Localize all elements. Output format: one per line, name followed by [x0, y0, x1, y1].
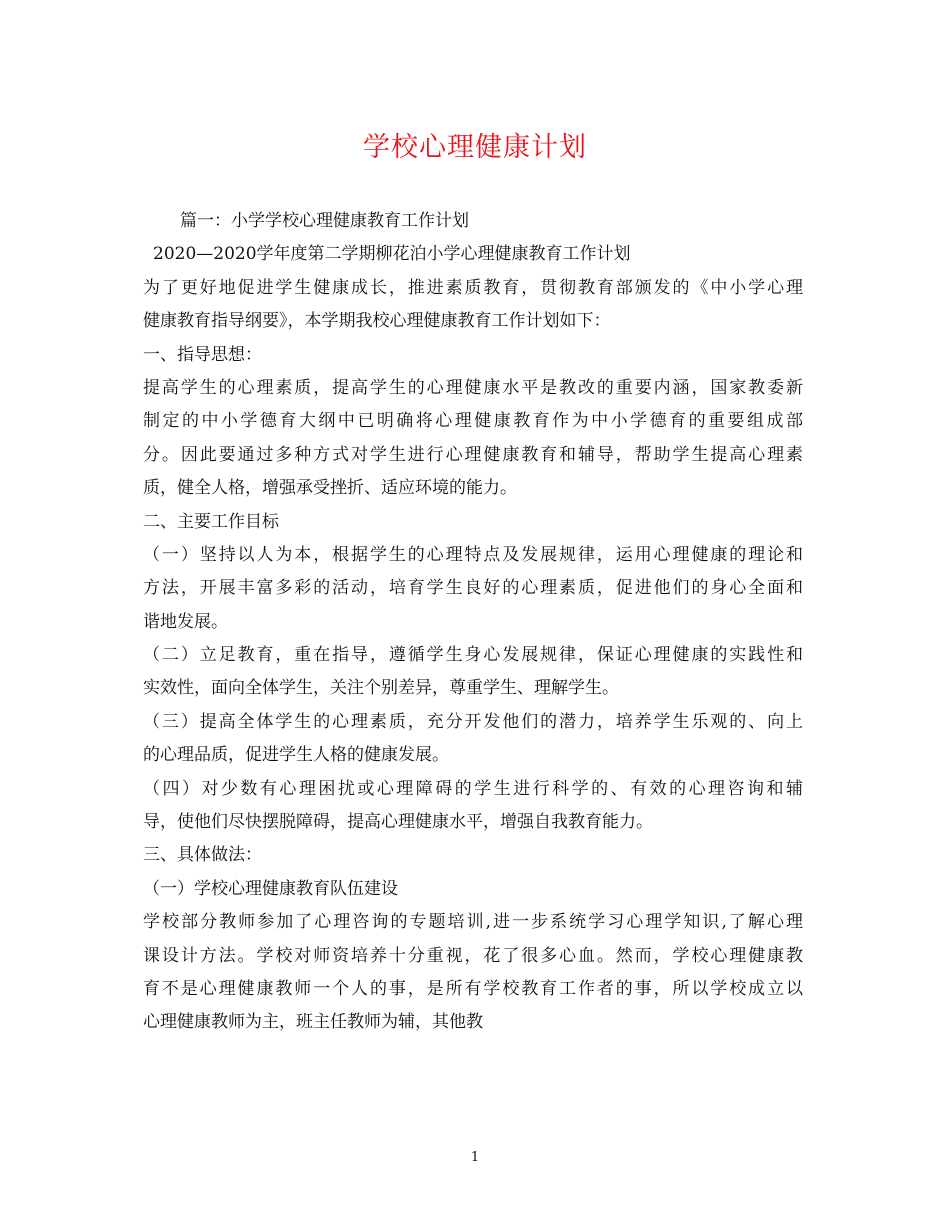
- section-heading: 三、具体做法：: [143, 845, 262, 866]
- text-line: 导，使他们尽快摆脱障碍，提高心理健康水平，增强自我教育能力。: [143, 812, 653, 833]
- text-line: 的心理品质，促进学生人格的健康发展。: [143, 745, 449, 766]
- text-line: （四）对少数有心理困扰或心理障碍的学生进行科学的、有效的心理咨询和辅: [143, 778, 803, 799]
- text-line: 心理健康教师为主，班主任教师为辅，其他教: [143, 1012, 483, 1033]
- text-line: 育不是心理健康教师一个人的事，是所有学校教育工作者的事，所以学校成立以: [143, 978, 803, 999]
- text-line: 实效性，面向全体学生，关注个别差异，尊重学生、理解学生。: [143, 678, 619, 699]
- text-line: 分。因此要通过多种方式对学生进行心理健康教育和辅导，帮助学生提高心理素: [143, 444, 803, 465]
- section-heading: 二、主要工作目标: [143, 511, 279, 532]
- text-line: （一）坚持以人为本，根据学生的心理特点及发展规律，运用心理健康的理论和: [143, 544, 803, 565]
- document-title: 学校心理健康计划: [363, 132, 587, 163]
- text-line: 健康教育指导纲要》，本学期我校心理健康教育工作计划如下：: [143, 311, 611, 332]
- text-line: 方法，开展丰富多彩的活动，培育学生良好的心理素质，促进他们的身心全面和: [143, 578, 803, 599]
- text-line: 质，健全人格，增强承受挫折、适应环境的能力。: [143, 478, 517, 499]
- text-line: （二）立足教育，重在指导，遵循学生身心发展规律，保证心理健康的实践性和: [143, 645, 803, 666]
- text-line: 制定的中小学德育大纲中已明确将心理健康教育作为中小学德育的重要组成部: [143, 411, 803, 432]
- text-line: （三）提高全体学生的心理素质，充分开发他们的潜力，培养学生乐观的、向上: [143, 711, 803, 732]
- section-heading: 一、指导思想：: [143, 344, 262, 365]
- text-line: 谐地发展。: [143, 611, 228, 632]
- text-line: 2020—2020学年度第二学期柳花泊小学心理健康教育工作计划: [153, 244, 631, 265]
- subtitle-line: 篇一：小学学校心理健康教育工作计划: [180, 211, 469, 231]
- page-number: 1: [470, 1150, 480, 1165]
- text-line: 课设计方法。学校对师资培养十分重视，花了很多心血。然而，学校心理健康教: [143, 945, 803, 966]
- subsection-heading: （一）学校心理健康教育队伍建设: [143, 878, 398, 899]
- text-line: 学校部分教师参加了心理咨询的专题培训,进一步系统学习心理学知识,了解心理: [143, 912, 803, 933]
- text-line: 为了更好地促进学生健康成长，推进素质教育，贯彻教育部颁发的《中小学心理: [143, 277, 803, 298]
- document-body: [143, 205, 803, 1040]
- text-line: 提高学生的心理素质，提高学生的心理健康水平是教改的重要内涵，国家教委新: [143, 377, 803, 398]
